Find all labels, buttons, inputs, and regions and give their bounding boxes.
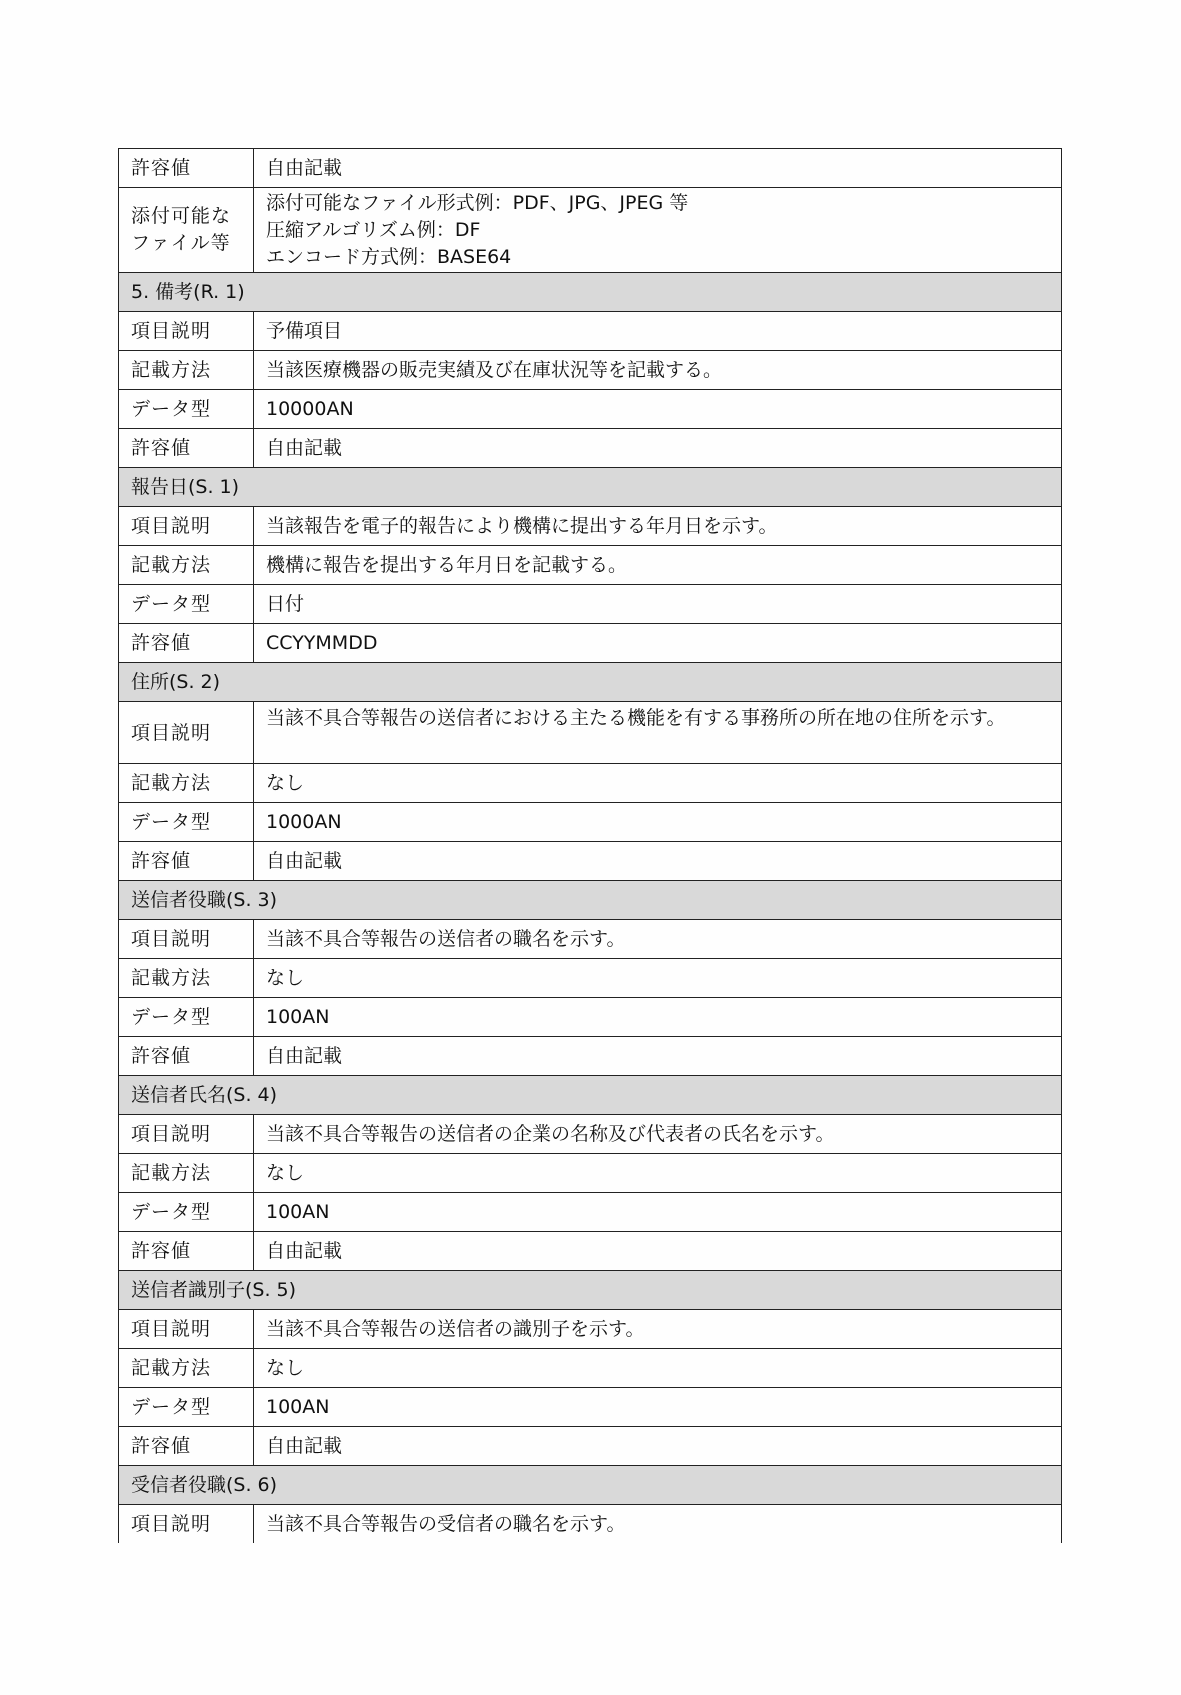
field-value xyxy=(254,507,1062,546)
field-row xyxy=(119,702,1062,764)
field-value-line: 10000AN xyxy=(266,397,354,420)
field-value xyxy=(254,1349,1062,1388)
field-value xyxy=(254,842,1062,881)
field-label: 記載方法 xyxy=(119,959,254,998)
field-value xyxy=(254,998,1062,1037)
field-row xyxy=(119,188,1062,273)
field-label: 添付可能なファイル等 xyxy=(119,188,254,273)
field-value-line: 日付 xyxy=(266,592,305,615)
section-header-row xyxy=(119,468,1062,507)
field-value-line: 自由記載 xyxy=(266,849,343,872)
field-label: 記載方法 xyxy=(119,764,254,803)
field-value xyxy=(254,1388,1062,1427)
field-row xyxy=(119,842,1062,881)
field-row xyxy=(119,1115,1062,1154)
field-value-line: 当該不具合等報告の送信者における主たる機能を有する事務所の所在地の住所を示す。 xyxy=(266,707,1006,729)
field-row xyxy=(119,507,1062,546)
field-value xyxy=(254,585,1062,624)
section-title: 送信者氏名(S. 4) xyxy=(119,1076,1062,1115)
field-value-line: 1000AN xyxy=(266,810,342,833)
field-value-line: 添付可能なファイル形式例：PDF、JPG、JPEG 等 xyxy=(266,191,689,214)
field-label: 許容値 xyxy=(119,624,254,663)
field-label: 項目説明 xyxy=(119,920,254,959)
specification-table xyxy=(118,148,1062,1543)
section-title: 受信者役職(S. 6) xyxy=(119,1466,1062,1505)
field-label: データ型 xyxy=(119,803,254,842)
section-header-row xyxy=(119,881,1062,920)
section-header-row xyxy=(119,1271,1062,1310)
field-value-line: 当該不具合等報告の送信者の識別子を示す。 xyxy=(266,1317,645,1340)
field-value xyxy=(254,1037,1062,1076)
field-label: 項目説明 xyxy=(119,702,254,764)
section-header-row xyxy=(119,1076,1062,1115)
section-title: 住所(S. 2) xyxy=(119,663,1062,702)
field-label: データ型 xyxy=(119,1388,254,1427)
field-value xyxy=(254,188,1062,273)
field-value-line: 自由記載 xyxy=(266,1239,343,1262)
section-header-row xyxy=(119,273,1062,312)
field-value xyxy=(254,1115,1062,1154)
field-row xyxy=(119,1310,1062,1349)
field-value xyxy=(254,429,1062,468)
field-value-line: なし xyxy=(266,1356,305,1379)
field-value xyxy=(254,959,1062,998)
field-value-line: 圧縮アルゴリズム例：DF xyxy=(266,218,481,241)
field-row xyxy=(119,1349,1062,1388)
field-label: 許容値 xyxy=(119,842,254,881)
field-value-line: 自由記載 xyxy=(266,1044,343,1067)
field-value xyxy=(254,312,1062,351)
field-row xyxy=(119,624,1062,663)
field-label: 項目説明 xyxy=(119,1310,254,1349)
field-value xyxy=(254,1310,1062,1349)
field-value-line: 予備項目 xyxy=(266,319,343,342)
field-row xyxy=(119,959,1062,998)
field-value-line: 100AN xyxy=(266,1395,330,1418)
field-row xyxy=(119,920,1062,959)
field-value xyxy=(254,920,1062,959)
field-value xyxy=(254,1193,1062,1232)
field-row xyxy=(119,1037,1062,1076)
field-label: 記載方法 xyxy=(119,1154,254,1193)
field-row xyxy=(119,390,1062,429)
field-value-line: CCYYMMDD xyxy=(266,631,378,654)
field-row xyxy=(119,998,1062,1037)
field-value-line: エンコード方式例：BASE64 xyxy=(266,245,512,268)
field-value xyxy=(254,1505,1062,1544)
field-row xyxy=(119,546,1062,585)
field-value xyxy=(254,764,1062,803)
field-value-line: 100AN xyxy=(266,1005,330,1028)
section-header-row xyxy=(119,663,1062,702)
field-value xyxy=(254,351,1062,390)
field-value xyxy=(254,702,1062,764)
field-value-line: 当該報告を電子的報告により機構に提出する年月日を示す。 xyxy=(266,514,778,537)
field-value xyxy=(254,624,1062,663)
field-label: データ型 xyxy=(119,998,254,1037)
field-row xyxy=(119,1154,1062,1193)
field-value-line: なし xyxy=(266,966,305,989)
field-label: 項目説明 xyxy=(119,507,254,546)
field-label: 項目説明 xyxy=(119,1505,254,1544)
field-value-line: 機構に報告を提出する年月日を記載する。 xyxy=(266,553,628,576)
field-value-line: 自由記載 xyxy=(266,436,343,459)
field-row xyxy=(119,803,1062,842)
field-label: 項目説明 xyxy=(119,1115,254,1154)
field-value-line: 当該不具合等報告の送信者の企業の名称及び代表者の氏名を示す。 xyxy=(266,1122,835,1145)
section-header-row xyxy=(119,1466,1062,1505)
field-row xyxy=(119,1427,1062,1466)
field-value xyxy=(254,1232,1062,1271)
field-row xyxy=(119,1388,1062,1427)
field-label: 許容値 xyxy=(119,149,254,188)
field-value-line: 当該医療機器の販売実績及び在庫状況等を記載する。 xyxy=(266,358,723,381)
field-value-line: 当該不具合等報告の送信者の職名を示す。 xyxy=(266,927,626,950)
field-label: 項目説明 xyxy=(119,312,254,351)
field-label: 許容値 xyxy=(119,1037,254,1076)
field-row xyxy=(119,1505,1062,1544)
field-value xyxy=(254,390,1062,429)
field-label: 許容値 xyxy=(119,1427,254,1466)
field-value xyxy=(254,803,1062,842)
field-row xyxy=(119,1193,1062,1232)
field-value xyxy=(254,546,1062,585)
section-title: 報告日(S. 1) xyxy=(119,468,1062,507)
field-value-line: なし xyxy=(266,1161,305,1184)
field-label: 記載方法 xyxy=(119,1349,254,1388)
field-value-line: 自由記載 xyxy=(266,156,343,179)
field-label: データ型 xyxy=(119,390,254,429)
field-row xyxy=(119,149,1062,188)
field-label: 許容値 xyxy=(119,1232,254,1271)
field-row xyxy=(119,585,1062,624)
field-label: データ型 xyxy=(119,585,254,624)
field-row xyxy=(119,351,1062,390)
field-value xyxy=(254,1154,1062,1193)
field-value xyxy=(254,1427,1062,1466)
section-title: 5. 備考(R. 1) xyxy=(119,273,1062,312)
field-value-line: なし xyxy=(266,771,305,794)
field-label: 記載方法 xyxy=(119,351,254,390)
field-row xyxy=(119,429,1062,468)
field-label: 許容値 xyxy=(119,429,254,468)
field-value-line: 当該不具合等報告の受信者の職名を示す。 xyxy=(266,1512,626,1535)
section-title: 送信者役職(S. 3) xyxy=(119,881,1062,920)
field-value xyxy=(254,149,1062,188)
field-value-line: 100AN xyxy=(266,1200,330,1223)
field-row xyxy=(119,764,1062,803)
field-value-line: 自由記載 xyxy=(266,1434,343,1457)
section-title: 送信者識別子(S. 5) xyxy=(119,1271,1062,1310)
field-row xyxy=(119,1232,1062,1271)
field-label: データ型 xyxy=(119,1193,254,1232)
field-label: 記載方法 xyxy=(119,546,254,585)
field-row xyxy=(119,312,1062,351)
